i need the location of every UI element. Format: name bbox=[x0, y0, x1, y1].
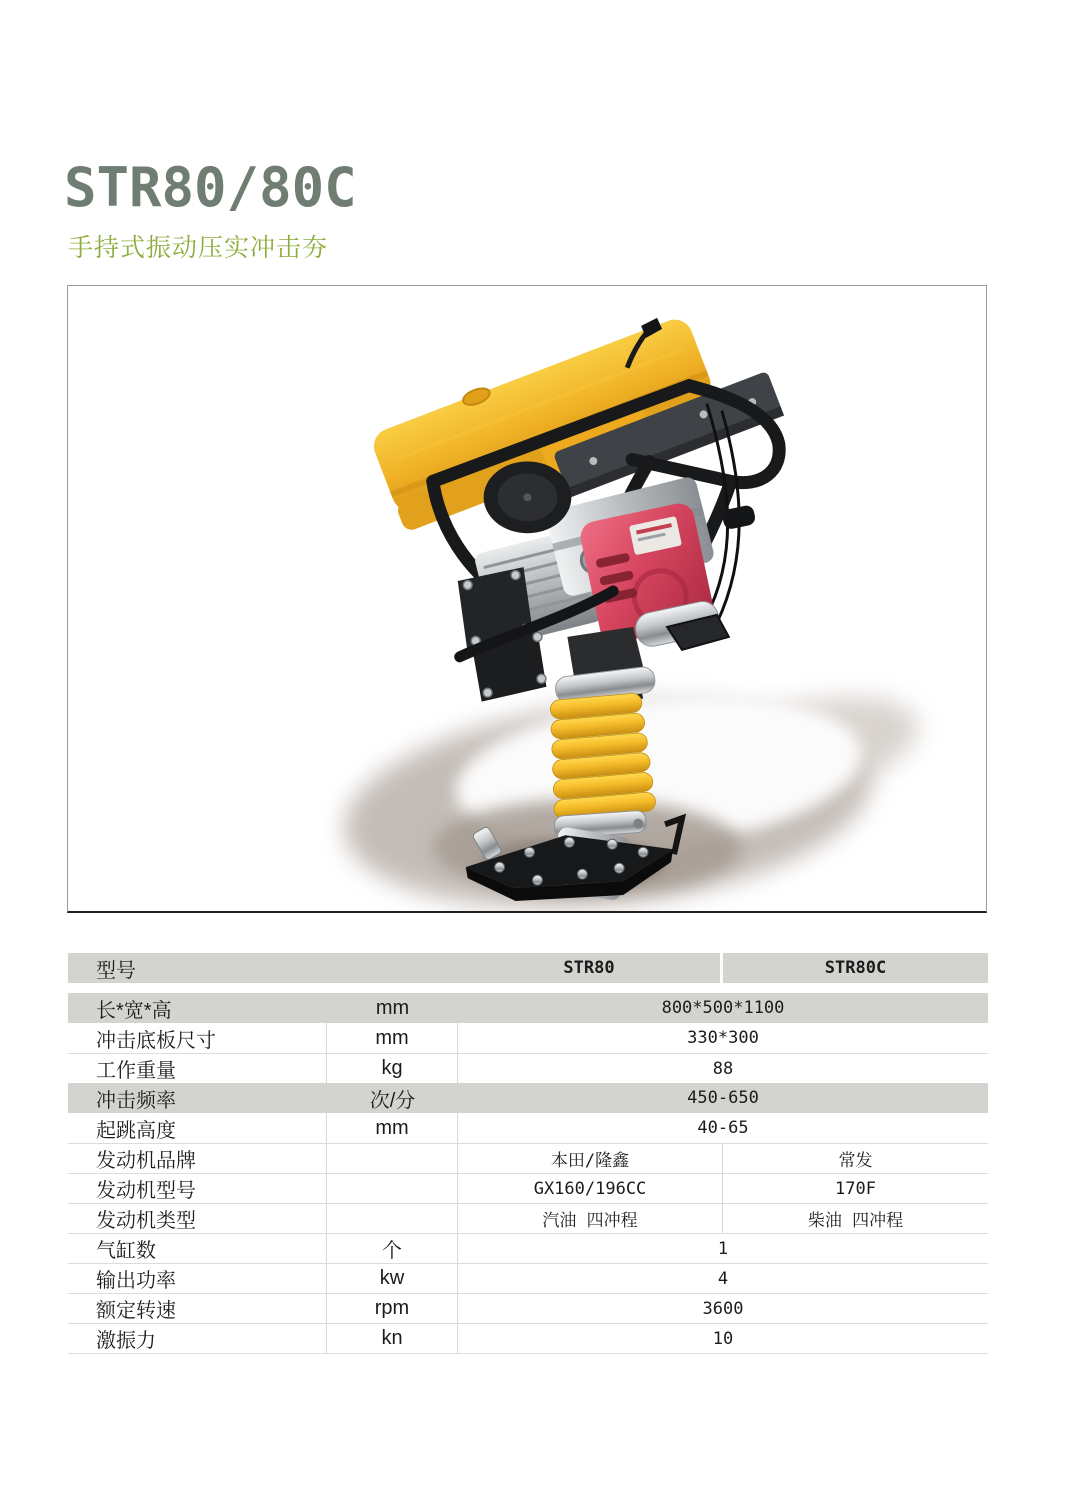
spec-value: 800*500*1100 bbox=[661, 998, 785, 1018]
spec-value: 330*300 bbox=[687, 1028, 759, 1048]
spec-label: 工作重量 bbox=[68, 1054, 327, 1083]
spec-label: 输出功率 bbox=[68, 1264, 327, 1293]
spec-row-engine-type bbox=[68, 1203, 988, 1233]
spec-value-str80: GX160/196CC bbox=[458, 1174, 723, 1203]
spec-unit: 个 bbox=[327, 1234, 458, 1263]
spec-value: 3600 bbox=[702, 1298, 744, 1319]
spec-row-exciting-force bbox=[68, 1323, 988, 1353]
table-header-row bbox=[68, 953, 988, 983]
spec-unit: rpm bbox=[327, 1294, 458, 1323]
spec-label: 起跳高度 bbox=[68, 1113, 327, 1143]
model-column-str80: STR80 bbox=[458, 953, 723, 983]
spec-label: 发动机型号 bbox=[68, 1174, 327, 1203]
spec-unit bbox=[327, 1174, 458, 1203]
spec-row-engine-model bbox=[68, 1173, 988, 1203]
spec-row-impact-frequency bbox=[68, 1083, 988, 1113]
spec-value-str80c: 常发 bbox=[838, 1151, 873, 1171]
spec-row-weight bbox=[68, 1053, 988, 1083]
spec-label: 长*宽*高 bbox=[96, 999, 172, 1022]
header-model-label: 型号 bbox=[96, 959, 136, 982]
air-cleaner-bolt bbox=[524, 493, 532, 501]
spec-value: 450-650 bbox=[687, 1088, 759, 1108]
spec-value: 88 bbox=[712, 1058, 734, 1079]
spec-value-str80: 汽油 四冲程 bbox=[458, 1204, 723, 1233]
spec-label: 冲击底板尺寸 bbox=[68, 1023, 327, 1053]
spec-value: 4 bbox=[717, 1268, 729, 1289]
product-photo-frame bbox=[67, 285, 987, 913]
spec-label: 额定转速 bbox=[68, 1294, 327, 1323]
spec-label: 发动机品牌 bbox=[68, 1144, 327, 1173]
spec-value-str80c: 170F bbox=[835, 1178, 876, 1199]
spec-unit: kg bbox=[327, 1054, 458, 1083]
spec-unit bbox=[327, 1144, 458, 1173]
product-photo bbox=[68, 286, 986, 911]
spec-value: 1 bbox=[717, 1238, 729, 1259]
spec-unit: kn bbox=[327, 1324, 458, 1353]
spec-value: 10 bbox=[712, 1328, 734, 1349]
spec-label: 冲击频率 bbox=[96, 1089, 176, 1112]
spec-unit: mm bbox=[327, 1023, 458, 1053]
spec-value: 40-65 bbox=[697, 1118, 749, 1138]
page-title: STR80/80C bbox=[64, 156, 357, 219]
spec-table bbox=[68, 953, 988, 1354]
page-subtitle: 手持式振动压实冲击夯 bbox=[68, 234, 329, 262]
spec-unit: 次/分 bbox=[369, 1089, 416, 1112]
spec-row-plate-size bbox=[68, 1023, 988, 1053]
spec-unit: mm bbox=[375, 996, 410, 1019]
spec-label: 发动机类型 bbox=[68, 1204, 327, 1233]
model-column-str80c: STR80C bbox=[824, 958, 887, 978]
spec-row-cylinders bbox=[68, 1233, 988, 1263]
spec-label: 激振力 bbox=[68, 1324, 327, 1353]
spec-value-str80c: 柴油 四冲程 bbox=[807, 1211, 904, 1231]
header-gap bbox=[68, 983, 988, 993]
spec-row-jump-height bbox=[68, 1113, 988, 1143]
spec-unit bbox=[327, 1204, 458, 1233]
spec-row-dimensions bbox=[68, 993, 988, 1023]
spec-label: 气缸数 bbox=[68, 1234, 327, 1263]
spec-unit: kw bbox=[327, 1264, 458, 1293]
spec-unit: mm bbox=[327, 1113, 458, 1143]
spec-row-output-power bbox=[68, 1263, 988, 1293]
spec-row-engine-brand bbox=[68, 1143, 988, 1173]
spec-value-str80: 本田/隆鑫 bbox=[458, 1144, 723, 1173]
spec-row-rated-speed bbox=[68, 1293, 988, 1323]
